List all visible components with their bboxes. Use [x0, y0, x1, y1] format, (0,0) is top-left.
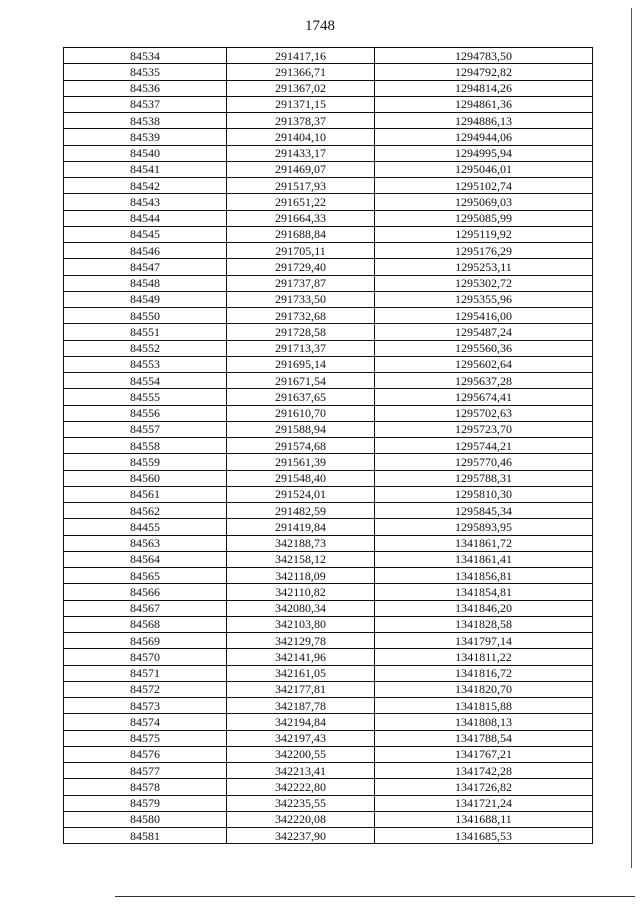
x-coordinate-cell: 342177,81 [227, 681, 375, 697]
point-number-cell: 84550 [64, 308, 227, 324]
table-row [64, 600, 593, 616]
x-coordinate-cell: 291517,93 [227, 178, 375, 194]
x-coordinate-cell: 342110,82 [227, 584, 375, 600]
point-number-cell: 84575 [64, 730, 227, 746]
y-coordinate-cell: 1295119,92 [375, 226, 593, 242]
y-coordinate-cell: 1295176,29 [375, 243, 593, 259]
table-row [64, 405, 593, 421]
coordinate-table-container [63, 47, 585, 844]
y-coordinate-cell: 1341797,14 [375, 633, 593, 649]
y-coordinate-cell: 1341861,41 [375, 551, 593, 567]
table-row [64, 421, 593, 437]
y-coordinate-cell: 1295085,99 [375, 210, 593, 226]
y-coordinate-cell: 1341856,81 [375, 568, 593, 584]
table-row [64, 519, 593, 535]
x-coordinate-cell: 342237,90 [227, 828, 375, 844]
x-coordinate-cell: 342161,05 [227, 665, 375, 681]
x-coordinate-cell: 291713,37 [227, 340, 375, 356]
table-row [64, 48, 593, 64]
y-coordinate-cell: 1341721,24 [375, 795, 593, 811]
x-coordinate-cell: 342194,84 [227, 714, 375, 730]
table-row [64, 389, 593, 405]
x-coordinate-cell: 291610,70 [227, 405, 375, 421]
table-row [64, 324, 593, 340]
point-number-cell: 84535 [64, 64, 227, 80]
y-coordinate-cell: 1295602,64 [375, 356, 593, 372]
table-row [64, 129, 593, 145]
x-coordinate-cell: 342197,43 [227, 730, 375, 746]
y-coordinate-cell: 1295845,34 [375, 503, 593, 519]
point-number-cell: 84541 [64, 161, 227, 177]
y-coordinate-cell: 1294792,82 [375, 64, 593, 80]
point-number-cell: 84567 [64, 600, 227, 616]
x-coordinate-cell: 291688,84 [227, 226, 375, 242]
y-coordinate-cell: 1341815,88 [375, 698, 593, 714]
table-row [64, 828, 593, 844]
x-coordinate-cell: 342222,80 [227, 779, 375, 795]
point-number-cell: 84546 [64, 243, 227, 259]
point-number-cell: 84551 [64, 324, 227, 340]
x-coordinate-cell: 291469,07 [227, 161, 375, 177]
table-row [64, 795, 593, 811]
table-row [64, 356, 593, 372]
x-coordinate-cell: 342158,12 [227, 551, 375, 567]
table-row [64, 340, 593, 356]
y-coordinate-cell: 1295810,30 [375, 486, 593, 502]
y-coordinate-cell: 1341816,72 [375, 665, 593, 681]
table-row [64, 243, 593, 259]
point-number-cell: 84547 [64, 259, 227, 275]
table-row [64, 746, 593, 762]
x-coordinate-cell: 342200,55 [227, 746, 375, 762]
table-row [64, 113, 593, 129]
table-row [64, 454, 593, 470]
point-number-cell: 84574 [64, 714, 227, 730]
x-coordinate-cell: 291574,68 [227, 438, 375, 454]
y-coordinate-cell: 1295416,00 [375, 308, 593, 324]
y-coordinate-cell: 1295702,63 [375, 405, 593, 421]
y-coordinate-cell: 1294783,50 [375, 48, 593, 64]
table-row [64, 649, 593, 665]
point-number-cell: 84534 [64, 48, 227, 64]
x-coordinate-cell: 291524,01 [227, 486, 375, 502]
y-coordinate-cell: 1294995,94 [375, 145, 593, 161]
x-coordinate-cell: 342129,78 [227, 633, 375, 649]
point-number-cell: 84553 [64, 356, 227, 372]
y-coordinate-cell: 1295770,46 [375, 454, 593, 470]
table-row [64, 698, 593, 714]
y-coordinate-cell: 1295487,24 [375, 324, 593, 340]
table-row [64, 145, 593, 161]
point-number-cell: 84560 [64, 470, 227, 486]
x-coordinate-cell: 291561,39 [227, 454, 375, 470]
y-coordinate-cell: 1341828,58 [375, 616, 593, 632]
x-coordinate-cell: 291366,71 [227, 64, 375, 80]
point-number-cell: 84576 [64, 746, 227, 762]
point-number-cell: 84544 [64, 210, 227, 226]
point-number-cell: 84538 [64, 113, 227, 129]
x-coordinate-cell: 342187,78 [227, 698, 375, 714]
bottom-rule [115, 896, 635, 897]
x-coordinate-cell: 291695,14 [227, 356, 375, 372]
point-number-cell: 84552 [64, 340, 227, 356]
x-coordinate-cell: 342103,80 [227, 616, 375, 632]
y-coordinate-cell: 1294861,36 [375, 96, 593, 112]
table-row [64, 503, 593, 519]
y-coordinate-cell: 1294886,13 [375, 113, 593, 129]
coordinate-table [63, 47, 593, 844]
x-coordinate-cell: 291651,22 [227, 194, 375, 210]
x-coordinate-cell: 291705,11 [227, 243, 375, 259]
point-number-cell: 84545 [64, 226, 227, 242]
point-number-cell: 84580 [64, 811, 227, 827]
y-coordinate-cell: 1295723,70 [375, 421, 593, 437]
point-number-cell: 84540 [64, 145, 227, 161]
table-row [64, 584, 593, 600]
point-number-cell: 84557 [64, 421, 227, 437]
table-row [64, 486, 593, 502]
point-number-cell: 84569 [64, 633, 227, 649]
y-coordinate-cell: 1295355,96 [375, 291, 593, 307]
point-number-cell: 84578 [64, 779, 227, 795]
y-coordinate-cell: 1341788,54 [375, 730, 593, 746]
x-coordinate-cell: 291671,54 [227, 373, 375, 389]
point-number-cell: 84581 [64, 828, 227, 844]
table-row [64, 178, 593, 194]
point-number-cell: 84570 [64, 649, 227, 665]
y-coordinate-cell: 1295637,28 [375, 373, 593, 389]
point-number-cell: 84563 [64, 535, 227, 551]
x-coordinate-cell: 342220,08 [227, 811, 375, 827]
point-number-cell: 84455 [64, 519, 227, 535]
x-coordinate-cell: 291404,10 [227, 129, 375, 145]
point-number-cell: 84542 [64, 178, 227, 194]
point-number-cell: 84554 [64, 373, 227, 389]
page-number: 1748 [305, 18, 335, 34]
x-coordinate-cell: 342118,09 [227, 568, 375, 584]
x-coordinate-cell: 291433,17 [227, 145, 375, 161]
x-coordinate-cell: 342213,41 [227, 763, 375, 779]
table-row [64, 763, 593, 779]
y-coordinate-cell: 1294814,26 [375, 80, 593, 96]
table-row [64, 633, 593, 649]
point-number-cell: 84579 [64, 795, 227, 811]
y-coordinate-cell: 1295893,95 [375, 519, 593, 535]
point-number-cell: 84548 [64, 275, 227, 291]
y-coordinate-cell: 1295560,36 [375, 340, 593, 356]
y-coordinate-cell: 1341688,11 [375, 811, 593, 827]
point-number-cell: 84565 [64, 568, 227, 584]
y-coordinate-cell: 1294944,06 [375, 129, 593, 145]
x-coordinate-cell: 291728,58 [227, 324, 375, 340]
x-coordinate-cell: 291637,65 [227, 389, 375, 405]
x-coordinate-cell: 342141,96 [227, 649, 375, 665]
table-row [64, 568, 593, 584]
y-coordinate-cell: 1341854,81 [375, 584, 593, 600]
x-coordinate-cell: 291367,02 [227, 80, 375, 96]
table-row [64, 681, 593, 697]
y-coordinate-cell: 1295744,21 [375, 438, 593, 454]
point-number-cell: 84537 [64, 96, 227, 112]
table-row [64, 470, 593, 486]
x-coordinate-cell: 291548,40 [227, 470, 375, 486]
table-row [64, 811, 593, 827]
table-row [64, 551, 593, 567]
point-number-cell: 84558 [64, 438, 227, 454]
table-row [64, 730, 593, 746]
table-row [64, 96, 593, 112]
table-row [64, 535, 593, 551]
x-coordinate-cell: 291729,40 [227, 259, 375, 275]
y-coordinate-cell: 1341726,82 [375, 779, 593, 795]
point-number-cell: 84572 [64, 681, 227, 697]
x-coordinate-cell: 291737,87 [227, 275, 375, 291]
point-number-cell: 84566 [64, 584, 227, 600]
table-row [64, 308, 593, 324]
x-coordinate-cell: 291482,59 [227, 503, 375, 519]
x-coordinate-cell: 291664,33 [227, 210, 375, 226]
table-row [64, 373, 593, 389]
point-number-cell: 84573 [64, 698, 227, 714]
table-row [64, 275, 593, 291]
y-coordinate-cell: 1341742,28 [375, 763, 593, 779]
table-row [64, 64, 593, 80]
table-row [64, 210, 593, 226]
table-row [64, 714, 593, 730]
x-coordinate-cell: 342188,73 [227, 535, 375, 551]
y-coordinate-cell: 1295046,01 [375, 161, 593, 177]
table-row [64, 616, 593, 632]
y-coordinate-cell: 1341767,21 [375, 746, 593, 762]
y-coordinate-cell: 1295102,74 [375, 178, 593, 194]
table-row [64, 438, 593, 454]
table-row [64, 665, 593, 681]
x-coordinate-cell: 291419,84 [227, 519, 375, 535]
point-number-cell: 84549 [64, 291, 227, 307]
y-coordinate-cell: 1341811,22 [375, 649, 593, 665]
table-row [64, 194, 593, 210]
y-coordinate-cell: 1341846,20 [375, 600, 593, 616]
point-number-cell: 84568 [64, 616, 227, 632]
x-coordinate-cell: 342235,55 [227, 795, 375, 811]
x-coordinate-cell: 291732,68 [227, 308, 375, 324]
point-number-cell: 84564 [64, 551, 227, 567]
point-number-cell: 84539 [64, 129, 227, 145]
point-number-cell: 84555 [64, 389, 227, 405]
y-coordinate-cell: 1295788,31 [375, 470, 593, 486]
x-coordinate-cell: 291733,50 [227, 291, 375, 307]
y-coordinate-cell: 1341808,13 [375, 714, 593, 730]
x-coordinate-cell: 291588,94 [227, 421, 375, 437]
table-row [64, 161, 593, 177]
y-coordinate-cell: 1295253,11 [375, 259, 593, 275]
point-number-cell: 84577 [64, 763, 227, 779]
x-coordinate-cell: 291371,15 [227, 96, 375, 112]
y-coordinate-cell: 1295069,03 [375, 194, 593, 210]
table-row [64, 291, 593, 307]
y-coordinate-cell: 1295302,72 [375, 275, 593, 291]
point-number-cell: 84571 [64, 665, 227, 681]
table-row [64, 80, 593, 96]
coordinate-table-body [64, 48, 593, 844]
table-row [64, 226, 593, 242]
x-coordinate-cell: 342080,34 [227, 600, 375, 616]
x-coordinate-cell: 291417,16 [227, 48, 375, 64]
point-number-cell: 84543 [64, 194, 227, 210]
page-edge-line [631, 8, 632, 868]
point-number-cell: 84559 [64, 454, 227, 470]
x-coordinate-cell: 291378,37 [227, 113, 375, 129]
y-coordinate-cell: 1341820,70 [375, 681, 593, 697]
point-number-cell: 84536 [64, 80, 227, 96]
y-coordinate-cell: 1295674,41 [375, 389, 593, 405]
point-number-cell: 84562 [64, 503, 227, 519]
point-number-cell: 84556 [64, 405, 227, 421]
y-coordinate-cell: 1341685,53 [375, 828, 593, 844]
table-row [64, 259, 593, 275]
y-coordinate-cell: 1341861,72 [375, 535, 593, 551]
point-number-cell: 84561 [64, 486, 227, 502]
table-row [64, 779, 593, 795]
